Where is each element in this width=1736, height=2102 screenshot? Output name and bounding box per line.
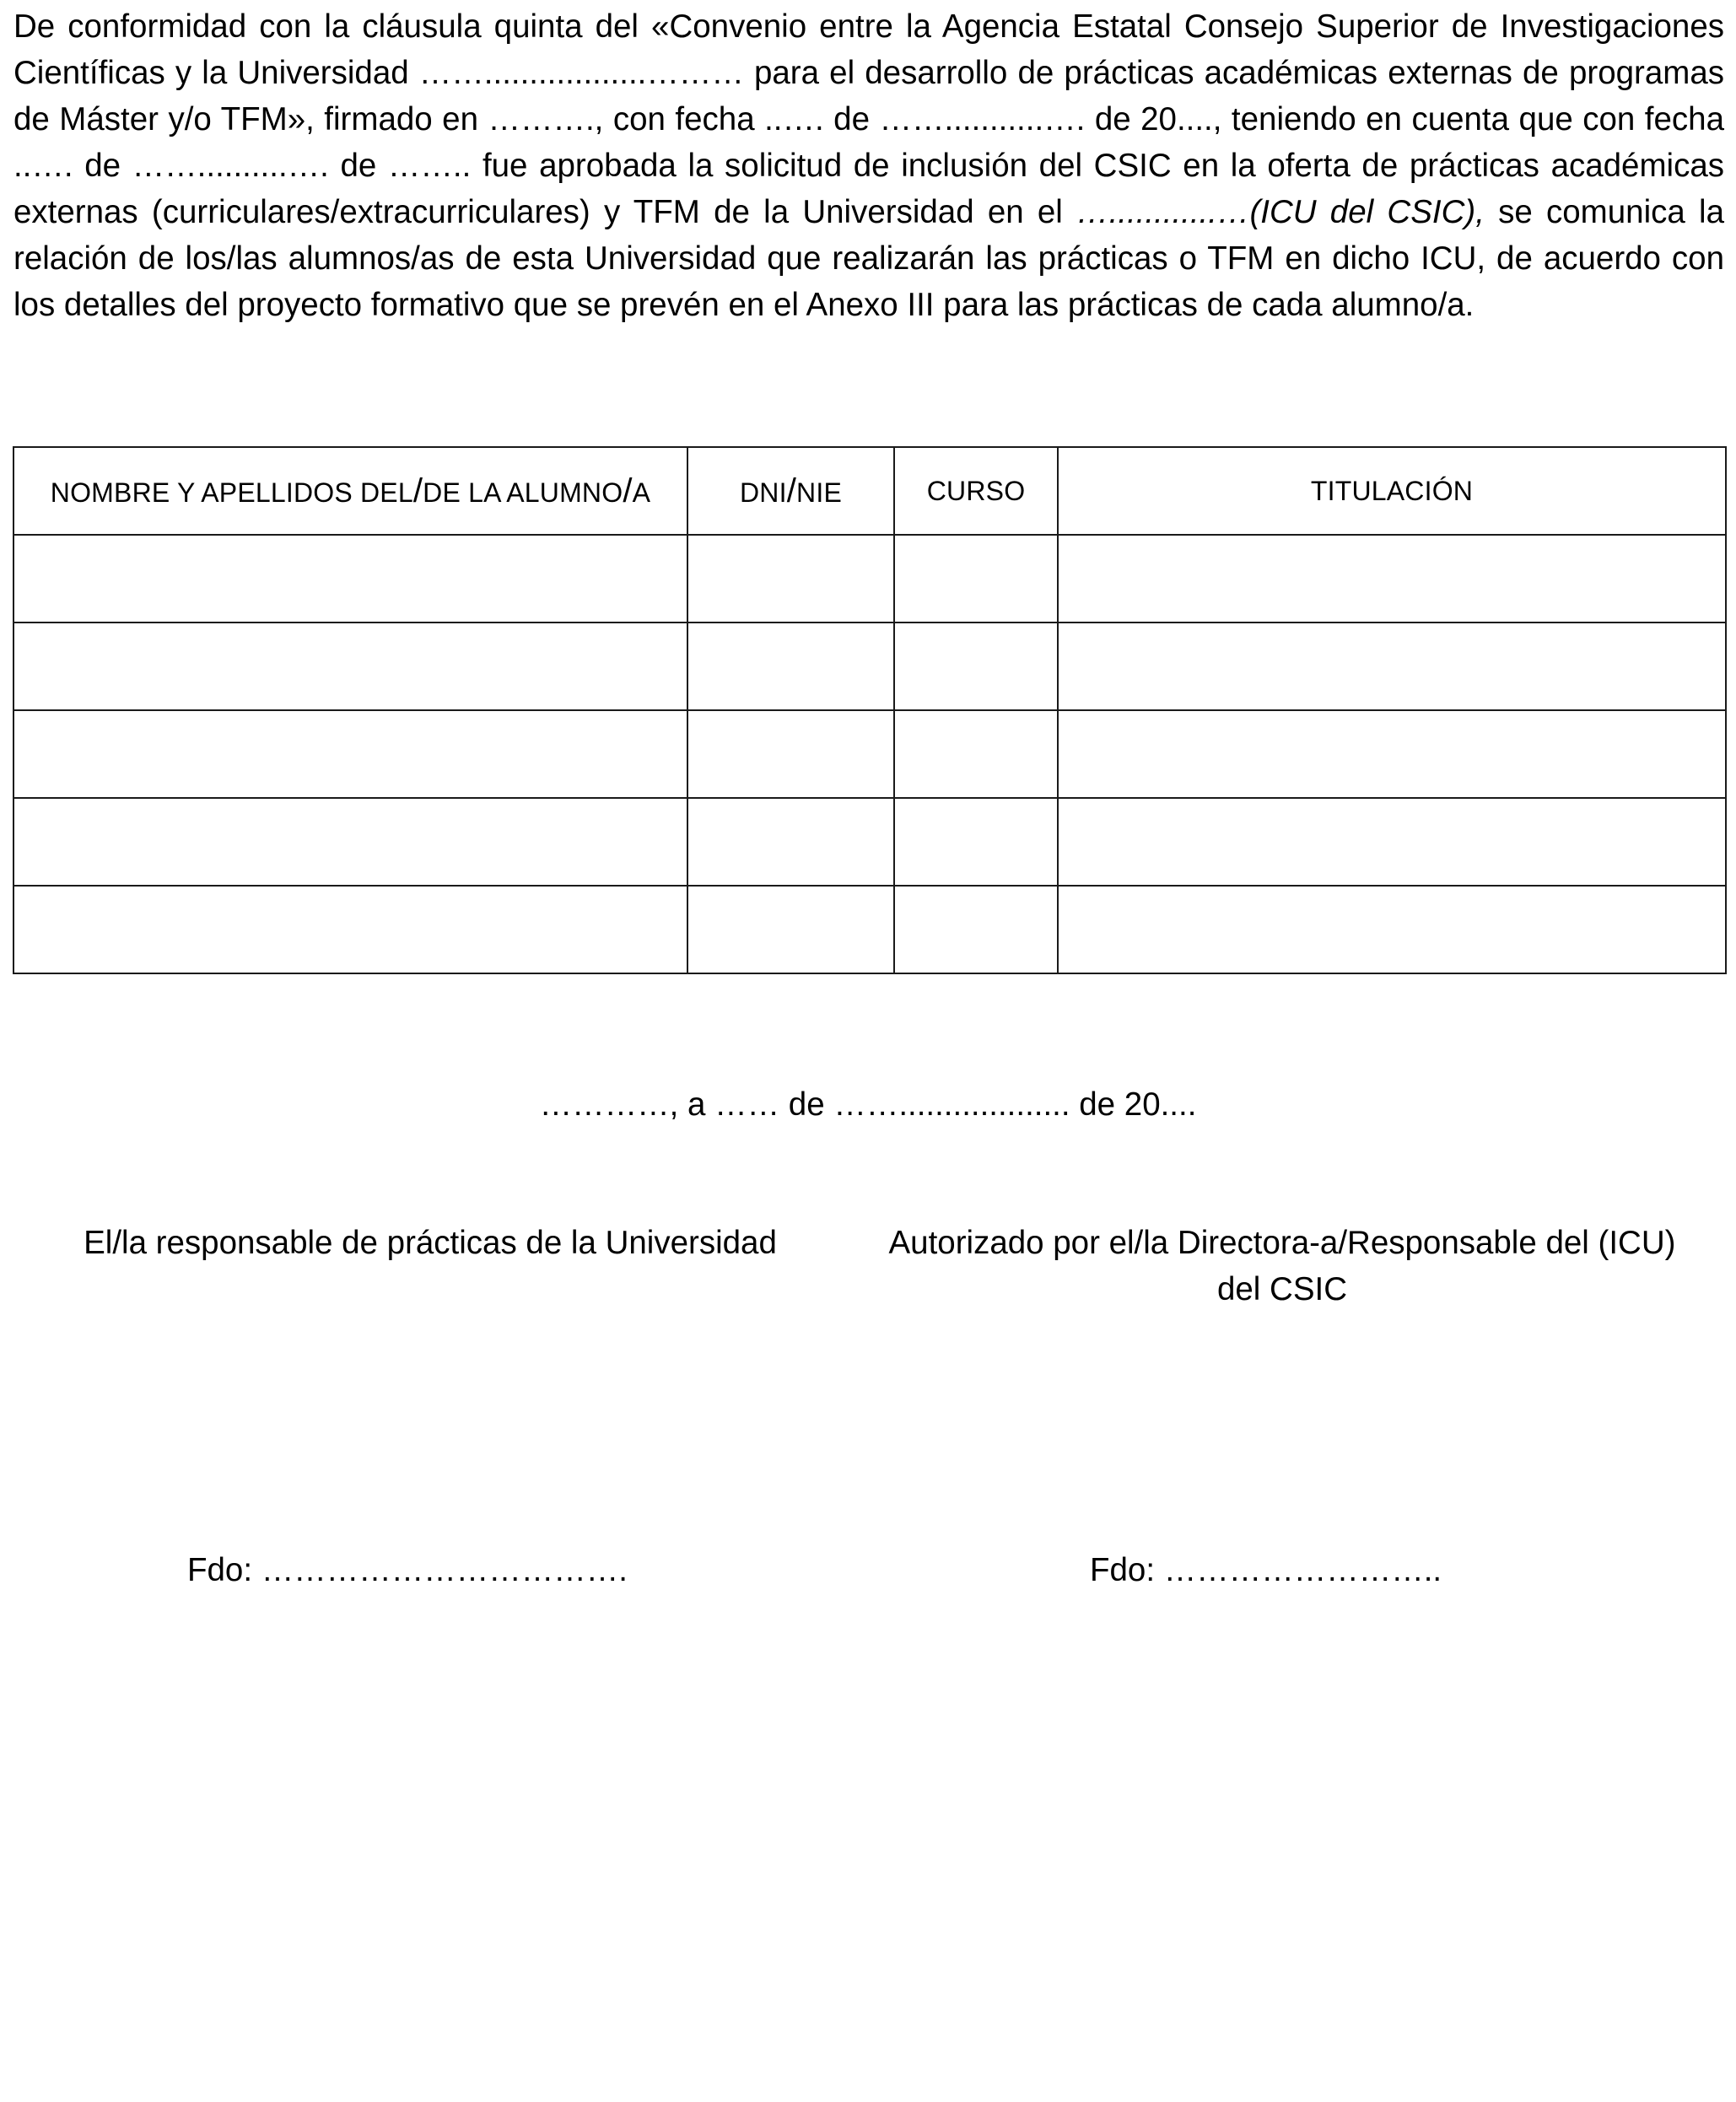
signature-title-icu-line1: Autorizado por el/la Directora-a/Responsable del (ICU) <box>888 1225 1676 1261</box>
cell-nombre[interactable] <box>13 886 687 973</box>
table-row <box>13 535 1726 623</box>
table-row <box>13 710 1726 798</box>
cell-titulacion[interactable] <box>1058 623 1726 710</box>
cell-dni[interactable] <box>687 798 894 886</box>
cell-nombre[interactable] <box>13 710 687 798</box>
intro-icu-placeholder: …............…(ICU del CSIC), <box>1076 194 1485 230</box>
header-curso: CURSO <box>894 447 1058 535</box>
cell-curso[interactable] <box>894 886 1058 973</box>
cell-titulacion[interactable] <box>1058 535 1726 623</box>
cell-titulacion[interactable] <box>1058 886 1726 973</box>
students-table <box>13 446 1727 974</box>
intro-text-2: se comunica la relación de los/las alumnos/as de esta Universidad que realizarán las prácticas o TFM en dicho ICU, de acuerdo con los detalles del proyecto formativo que se prevén en el Anexo III para las prácticas de cada alumno/a. <box>13 194 1724 323</box>
cell-curso[interactable] <box>894 535 1058 623</box>
signature-title-icu <box>844 1220 1721 1312</box>
cell-nombre[interactable] <box>13 535 687 623</box>
cell-nombre[interactable] <box>13 798 687 886</box>
cell-dni[interactable] <box>687 535 894 623</box>
table-row <box>13 886 1726 973</box>
table-row <box>13 798 1726 886</box>
cell-curso[interactable] <box>894 623 1058 710</box>
intro-paragraph <box>13 3 1724 328</box>
cell-dni[interactable] <box>687 710 894 798</box>
signature-title-university-text: El/la responsable de prácticas de la Universidad <box>84 1225 777 1261</box>
cell-nombre[interactable] <box>13 623 687 710</box>
intro-text-1: De conformidad con la cláusula quinta del «Convenio entre la Agencia Estatal Consejo Superior de Investigaciones Científicas y la Universidad ……..................……… para el desarrollo de prácticas académicas externas de programas de Máster y/o TFM», firmado en ………., con fecha ..…. de ……...........…. de 20...., teniendo en cuenta que con fecha ..…. de ……..........…. de …….. fue aprobada la solicitud de inclusión del CSIC en la oferta de prácticas académicas externas (curriculares/extracurriculares) y TFM de la Universidad en el <box>13 8 1724 230</box>
table-header-row <box>13 447 1726 535</box>
cell-dni[interactable] <box>687 623 894 710</box>
signature-title-university <box>34 1220 827 1266</box>
cell-titulacion[interactable] <box>1058 798 1726 886</box>
table-row <box>13 623 1726 710</box>
header-nombre: NOMBRE Y APELLIDOS DEL/DE LA ALUMNO/A <box>13 447 687 535</box>
cell-curso[interactable] <box>894 798 1058 886</box>
cell-dni[interactable] <box>687 886 894 973</box>
place-date-line: …………, a …… de ……................... de 20.... <box>539 1086 1197 1123</box>
cell-titulacion[interactable] <box>1058 710 1726 798</box>
header-dni-nie: DNI/NIE <box>687 447 894 535</box>
signature-line-icu: Fdo: …………………….. <box>1090 1552 1442 1588</box>
cell-curso[interactable] <box>894 710 1058 798</box>
signature-line-university: Fdo: ……………………………. <box>187 1552 628 1588</box>
signature-title-icu-line2: del CSIC <box>1216 1271 1348 1307</box>
header-titulacion: TITULACIÓN <box>1058 447 1726 535</box>
